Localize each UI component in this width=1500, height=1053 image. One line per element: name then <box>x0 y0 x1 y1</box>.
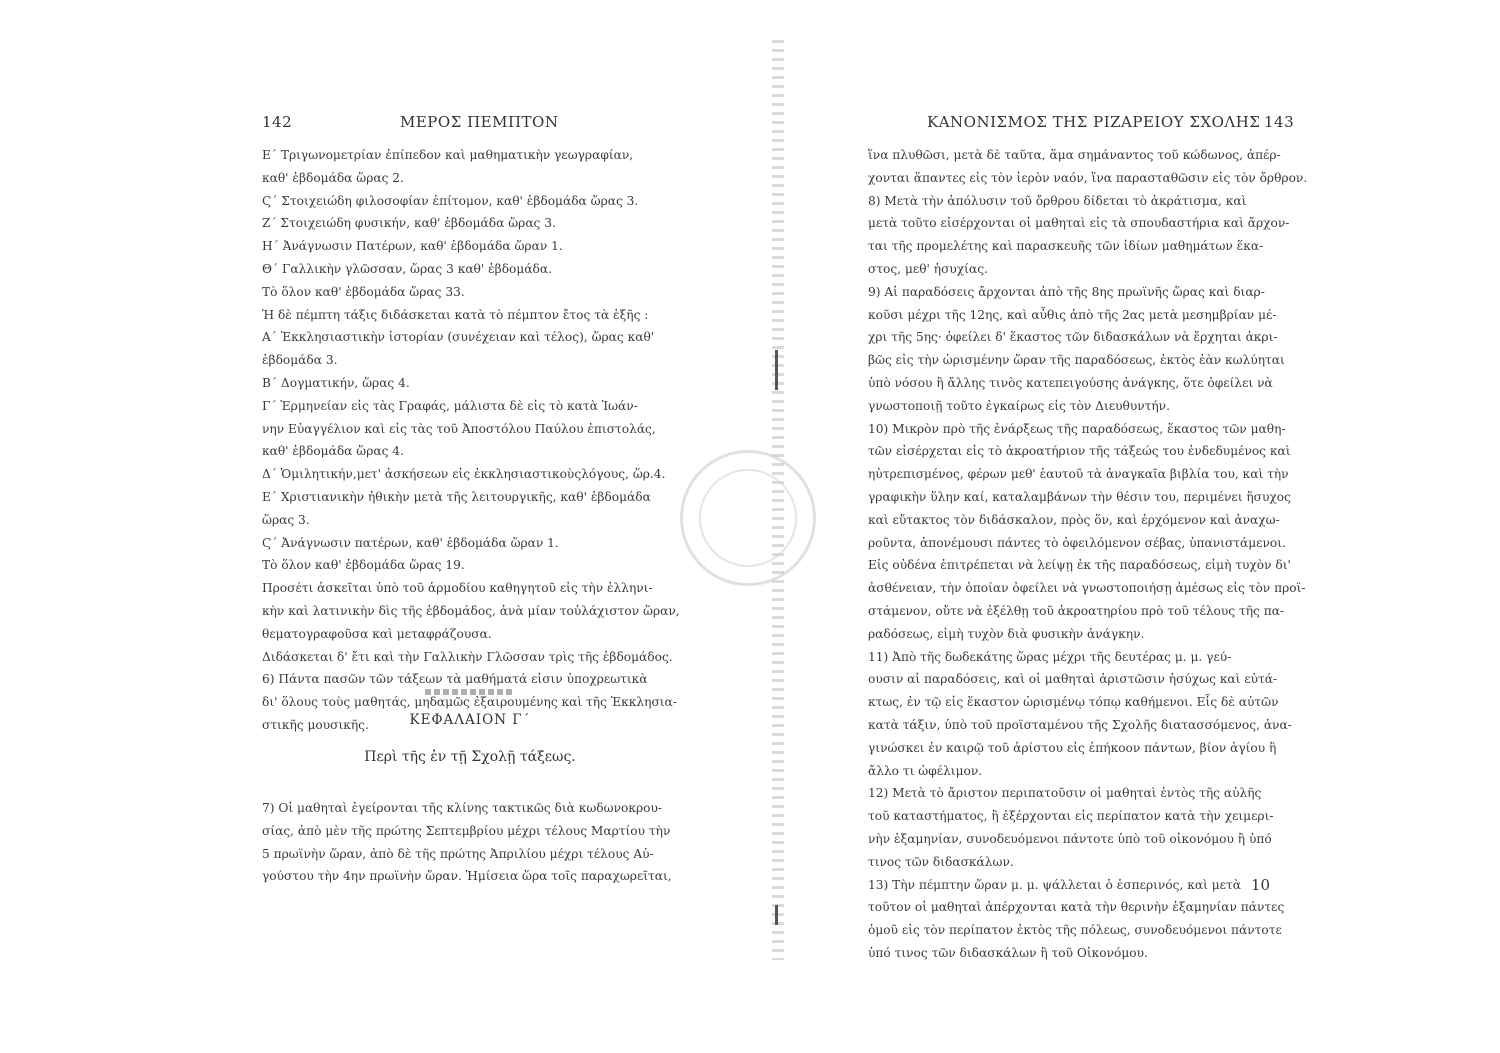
text-line: ραδόσεως, εἰμὴ τυχὸν διὰ φυσικὴν ἀνάγκην. <box>868 626 1145 641</box>
body-text-right <box>868 144 1308 965</box>
text-line: ὑπὸ νόσου ἢ ἄλλης τινὸς κατεπειγούσης ἀνάγκης, ὅτε ὀφείλει νὰ <box>868 375 1273 390</box>
text-line: Α΄ Ἐκκλησιαστικὴν ἱστορίαν (συνέχειαν καὶ τέλος), ὥρας καθ' <box>262 330 655 345</box>
text-line: γούστου τὴν 4ην πρωϊνὴν ὥραν. Ἡμίσεια ὥρα τοῖς παραχωρεῖται, <box>262 869 672 884</box>
text-line: Ϛ΄ Ἀνάγνωσιν πατέρων, καθ' ἑβδομάδα ὥραν 1. <box>262 535 559 550</box>
text-line: τῶν εἰσέρχεται εἰς τὸ ἀκροατήριον τῆς τάξεώς του ἐνδεδυμένος καὶ <box>868 444 1291 459</box>
text-line: τοῦτον οἱ μαθηταὶ ἀπέρχονται κατὰ τὴν θερινὴν ἑξαμηνίαν πάντες <box>868 900 1285 915</box>
text-line: κοῦσι μέχρι τῆς 12ης, καὶ αὖθις ἀπὸ τῆς 2ας μετὰ μεσημβρίαν μέ- <box>868 307 1277 322</box>
text-line: στικῆς μουσικῆς. <box>262 717 369 732</box>
text-line: Β΄ Δογματικήν, ὥρας 4. <box>262 375 410 390</box>
text-line: ἵνα πλυθῶσι, μετὰ δὲ ταῦτα, ἅμα σημάναντος τοῦ κώδωνος, ἀπέρ- <box>868 148 1281 162</box>
text-line: ὥρας 3. <box>262 512 310 527</box>
chapter-subtitle: Περὶ τῆς ἐν τῇ Σχολῇ τάξεως. <box>364 749 576 765</box>
text-line: νὴν ἑξαμηνίαν, συνοδευόμενοι πάντοτε ὑπὸ τοῦ οἰκονόμου ἢ ὑπό <box>868 831 1272 846</box>
text-line: ἄλλο τι ὠφέλιμον. <box>868 763 983 778</box>
text-line: μετὰ τοῦτο εἰσέρχονται οἱ μαθηταὶ εἰς τὰ σπουδαστήρια καὶ ἄρχον- <box>868 216 1290 231</box>
page-number: 143 <box>1264 113 1295 131</box>
text-line: Η΄ Ἀνάγνωσιν Πατέρων, καθ' ἑβδομάδα ὥραν 1. <box>262 239 563 254</box>
text-line: στάμενον, οὔτε νὰ ἐξέλθῃ τοῦ ἀκροατηρίου πρὸ τοῦ τέλους τῆς πα- <box>868 603 1285 618</box>
text-line: ηὐτρεπισμένος, φέρων μεθ' ἑαυτοῦ τὰ ἀναγκαῖα βιβλία του, καὶ τὴν <box>868 467 1289 482</box>
text-line: Θ΄ Γαλλικὴν γλῶσσαν, ὥρας 3 καθ' ἑβδομάδα. <box>262 261 552 276</box>
text-line: σίας, ἀπὸ μὲν τῆς πρώτης Σεπτεμβρίου μέχρι τέλους Μαρτίου τὴν <box>262 823 671 838</box>
text-line: Ε΄ Τριγωνομετρίαν ἐπίπεδον καὶ μαθηματικὴν γεωγραφίαν, <box>262 148 634 162</box>
text-line: Εἰς οὐδένα ἐπιτρέπεται νὰ λείψῃ ἐκ τῆς παραδόσεως, εἰμὴ τυχὸν δι' <box>868 558 1291 573</box>
text-line: 12) Μετὰ τὸ ἄριστον περιπατοῦσιν οἱ μαθηταὶ ἐντὸς τῆς αὐλῆς <box>868 786 1262 801</box>
page-number: 142 <box>262 113 293 131</box>
text-line: ται τῆς προμελέτης καὶ παρασκευῆς τῶν ἰδίων μαθημάτων ἕκα- <box>868 239 1264 254</box>
text-line: Ε΄ Χριστιανικὴν ἠθικὴν μετὰ τῆς λειτουργικῆς, καθ' ἑβδομάδα <box>262 489 651 504</box>
running-head: ΜΕΡΟΣ ΠΕΜΠΤΟΝ <box>400 113 559 131</box>
text-line: Τὸ ὅλον καθ' ἑβδομάδα ὥρας 33. <box>262 284 465 299</box>
text-line: νην Εὐαγγέλιον καὶ εἰς τὰς τοῦ Ἀποστόλου Παύλου ἐπιστολάς, <box>262 421 656 436</box>
body-text-left-chapter <box>262 797 687 888</box>
text-line: 11) Ἀπὸ τῆς δωδεκάτης ὥρας μέχρι τῆς δευτέρας μ. μ. γεύ- <box>868 649 1232 664</box>
running-head: ΚΑΝΟΝΙΣΜΟΣ ΤΗΣ ΡΙΖΑΡΕΙΟΥ ΣΧΟΛΗΣ <box>927 113 1261 131</box>
text-line: κατὰ τάξιν, ὑπὸ τοῦ προϊσταμένου τῆς Σχολῆς διατασσόμενος, ἀνα- <box>868 717 1292 732</box>
text-line: 9) Αἱ παραδόσεις ἄρχονται ἀπὸ τῆς 8ης πρωϊνῆς ὥρας καὶ διαρ- <box>868 284 1265 299</box>
text-line: 10) Μικρὸν πρὸ τῆς ἐνάρξεως τῆς παραδόσεως, ἕκαστος τῶν μαθη- <box>868 421 1286 436</box>
text-line: ροῦντα, ἀπονέμουσι πάντες τὸ ὀφειλόμενον σέβας, ὑπανιστάμενοι. <box>868 535 1286 550</box>
text-line: καὶ εὔτακτος τὸν διδάσκαλον, πρὸς ὅν, καὶ ἐρχόμενον καὶ ἀναχω- <box>868 512 1280 527</box>
text-line: κτως, ἐν τῷ εἰς ἕκαστον ὡρισμένῳ τόπῳ καθήμενοι. Εἷς δὲ αὐτῶν <box>868 695 1279 710</box>
text-line: καθ' ἑβδομάδα ὥρας 2. <box>262 170 404 185</box>
text-line: Ζ΄ Στοιχειώδη φυσικήν, καθ' ἑβδομάδα ὥρας 3. <box>262 216 556 231</box>
text-line: Ϛ΄ Στοιχειώδη φιλοσοφίαν ἐπίτομον, καθ' ἑβδομάδα ὥρας 3. <box>262 193 639 208</box>
text-line: βῶς εἰς τὴν ὡρισμένην ὥραν τῆς παραδόσεως, ἐκτὸς ἐὰν κωλύηται <box>868 353 1285 368</box>
chapter-title: ΚΕΦΑΛΑΙΟΝ Γ΄ <box>409 712 531 728</box>
text-line: 8) Μετὰ τὴν ἀπόλυσιν τοῦ ὄρθρου δίδεται τὸ ἀκράτισμα, καὶ <box>868 193 1247 208</box>
text-line: Τὸ ὅλον καθ' ἑβδομάδα ὥρας 19. <box>262 558 465 573</box>
text-line: χρι τῆς 5ης· ὀφείλει δ' ἕκαστος τῶν διδασκάλων νὰ ἔρχηται ἀκρι- <box>868 330 1278 345</box>
text-line: 13) Τὴν πέμπτην ὥραν μ. μ. ψάλλεται ὁ ἑσπερινός, καὶ μετὰ <box>868 877 1241 892</box>
text-line: ἀσθένειαν, τὴν ὁποίαν ὀφείλει νὰ γνωστοποιήσῃ ἀμέσως εἰς τὸν προϊ- <box>868 581 1306 596</box>
text-line: Γ΄ Ἑρμηνείαν εἰς τὰς Γραφάς, μάλιστα δὲ εἰς τὸ κατὰ Ἰωάν- <box>262 398 638 413</box>
text-line: Ἡ δὲ πέμπτη τάξις διδάσκεται κατὰ τὸ πέμπτον ἔτος τὰ ἑξῆς : <box>262 307 649 322</box>
text-line: θεματογραφοῦσα καὶ μεταφράζουσα. <box>262 626 492 641</box>
text-line: ὁμοῦ εἰς τὸν περίπατον ἐκτὸς τῆς πόλεως, συνοδευόμενοι πάντοτε <box>868 923 1282 938</box>
text-line: κὴν καὶ λατινικὴν δὶς τῆς ἑβδομάδος, ἀνὰ μίαν τοὐλάχιστον ὥραν, <box>262 603 680 618</box>
body-text-left <box>262 144 687 737</box>
text-line: γινώσκει ἐν καιρῷ τοῦ ἀρίστου εἰς ἐπήκοον πάντων, βίον ἁγίου ἢ <box>868 740 1277 755</box>
text-line: τοῦ καταστήματος, ἢ ἐξέρχονται εἰς περίπατον κατὰ τὴν χειμερι- <box>868 809 1274 824</box>
text-line: Προσέτι ἀσκεῖται ὑπὸ τοῦ ἁρμοδίου καθηγητοῦ εἰς τὴν ἑλληνι- <box>262 581 653 596</box>
text-line: 5 πρωϊνὴν ὥραν, ἀπὸ δὲ τῆς πρώτης Ἀπριλίου μέχρι τέλους Αὐ- <box>262 846 654 861</box>
signature-mark: 10 <box>1251 876 1271 894</box>
text-line: Διδάσκεται δ' ἔτι καὶ τὴν Γαλλικὴν Γλῶσσαν τρὶς τῆς ἑβδομάδος. <box>262 649 673 664</box>
text-line: ἑβδομάδα 3. <box>262 353 338 368</box>
text-line: καθ' ἑβδομάδα ὥρας 4. <box>262 444 404 459</box>
text-line: ὑπό τινος τῶν διδασκάλων ἢ τοῦ Οἰκονόμου. <box>868 945 1148 960</box>
text-line: Δ΄ Ὁμιλητικήν,μετ' ἀσκήσεων εἰς ἐκκλησιαστικοὺςλόγους, ὥρ.4. <box>262 467 666 482</box>
text-line: γνωστοποιῇ τοῦτο ἐγκαίρως εἰς τὸν Διευθυντήν. <box>868 398 1170 413</box>
text-line: ουσιν αἱ παραδόσεις, καὶ οἱ μαθηταὶ ἀριστῶσιν ἡσύχως καὶ εὐτά- <box>868 672 1278 687</box>
right-page <box>770 0 1500 1053</box>
text-line: 6) Πάντα πασῶν τῶν τάξεων τὰ μαθήματά εἰσιν ὑποχρεωτικὰ <box>262 672 648 687</box>
text-line: γραφικὴν ὕλην καί, καταλαμβάνων τὴν θέσιν του, περιμένει ἥσυχος <box>868 489 1291 504</box>
text-line: στος, μεθ' ἡσυχίας. <box>868 261 988 276</box>
text-line: τινος τῶν διδασκάλων. <box>868 854 1014 869</box>
text-line: δι' ὅλους τοὺς μαθητάς, μηδαμῶς ἐξαιρουμένης καὶ τῆς Ἐκκλησια- <box>262 695 677 710</box>
text-line: χονται ἅπαντες εἰς τὸν ἱερὸν ναόν, ἵνα παρασταθῶσιν εἰς τὸν ὄρθρον. <box>868 170 1308 185</box>
text-line: 7) Οἱ μαθηταὶ ἐγείρονται τῆς κλίνης τακτικῶς διὰ κωδωνοκρου- <box>262 801 662 815</box>
chapter-ornament <box>425 689 513 695</box>
